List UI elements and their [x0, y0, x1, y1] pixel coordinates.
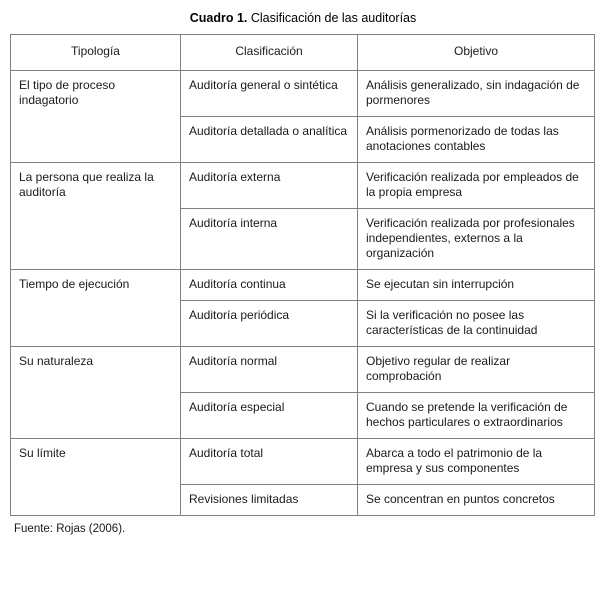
objective-cell: Verificación realizada por profesionales independientes, externos a la organización — [358, 209, 595, 270]
table-row — [11, 71, 595, 117]
category-cell: Su límite — [11, 439, 181, 516]
classification-cell: Auditoría general o sintética — [181, 71, 358, 117]
objective-cell: Verificación realizada por empleados de la propia empresa — [358, 163, 595, 209]
classification-cell: Auditoría continua — [181, 270, 358, 301]
category-cell: El tipo de proceso indagatorio — [11, 71, 181, 163]
caption-text: Clasificación de las auditorías — [247, 11, 417, 25]
objective-cell: Si la verificación no posee las características de la continuidad — [358, 301, 595, 347]
category-cell: La persona que realiza la auditoría — [11, 163, 181, 270]
table-header-row — [11, 35, 595, 71]
classification-cell: Revisiones limitadas — [181, 485, 358, 516]
objective-cell: Abarca a todo el patrimonio de la empresa y sus componentes — [358, 439, 595, 485]
classification-cell: Auditoría interna — [181, 209, 358, 270]
objective-cell: Se concentran en puntos concretos — [358, 485, 595, 516]
category-cell: Su naturaleza — [11, 347, 181, 439]
classification-cell: Auditoría detallada o analítica — [181, 117, 358, 163]
table-row — [11, 347, 595, 393]
table-row — [11, 439, 595, 485]
table-row — [11, 270, 595, 301]
classification-cell: Auditoría periódica — [181, 301, 358, 347]
objective-cell: Objetivo regular de realizar comprobación — [358, 347, 595, 393]
objective-cell: Análisis pormenorizado de todas las anotaciones contables — [358, 117, 595, 163]
classification-cell: Auditoría total — [181, 439, 358, 485]
classification-cell: Auditoría externa — [181, 163, 358, 209]
table-source: Fuente: Rojas (2006). — [14, 523, 126, 535]
table-caption — [10, 10, 596, 26]
category-cell: Tiempo de ejecución — [11, 270, 181, 347]
classification-cell: Auditoría normal — [181, 347, 358, 393]
objective-cell: Análisis generalizado, sin indagación de pormenores — [358, 71, 595, 117]
column-header-objetivo: Objetivo — [358, 35, 595, 71]
caption-label: Cuadro 1. — [189, 11, 248, 25]
objective-cell: Cuando se pretende la verificación de hechos particulares o extraordinarios — [358, 393, 595, 439]
classification-table — [10, 34, 595, 516]
table-header — [11, 35, 595, 71]
column-header-clasificacion: Clasificación — [181, 35, 358, 71]
classification-cell: Auditoría especial — [181, 393, 358, 439]
objective-cell: Se ejecutan sin interrupción — [358, 270, 595, 301]
table-body — [11, 71, 595, 516]
table-row — [11, 163, 595, 209]
column-header-tipologia: Tipología — [11, 35, 181, 71]
